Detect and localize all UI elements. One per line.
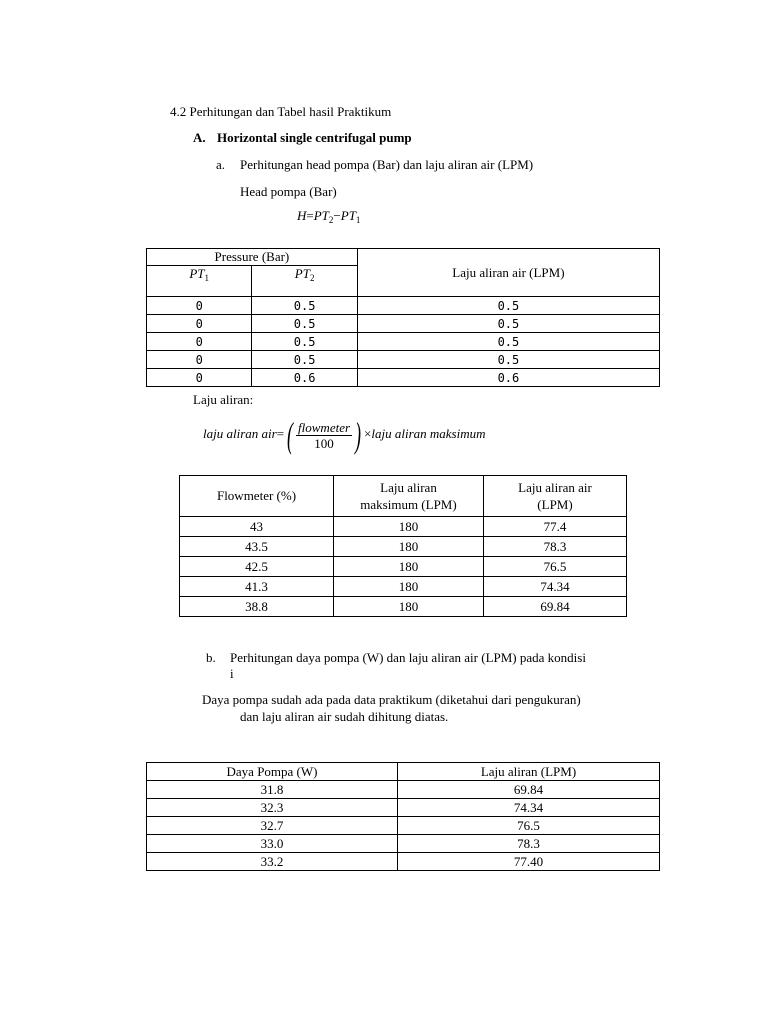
item-b-line2: i [230, 666, 234, 681]
water-flow-cell: 78.3 [484, 537, 627, 557]
flow-header: Laju aliran air (LPM) [357, 249, 659, 297]
flow-rate-cell: 69.84 [398, 781, 660, 799]
item-b-line1: Perhitungan daya pompa (W) dan laju aliran air (LPM) pada kondisi [230, 650, 586, 665]
flow-cell: 0.5 [357, 333, 659, 351]
water-flow-cell: 69.84 [484, 597, 627, 617]
formula-minus: − [333, 208, 341, 223]
flow-rate-header: Laju aliran (LPM) [398, 763, 660, 781]
table-row [147, 297, 660, 315]
formula-term1: PT [313, 208, 329, 223]
flow-cell: 0.5 [357, 315, 659, 333]
pressure-flow-table [146, 248, 660, 387]
table-row [147, 315, 660, 333]
pt2-header: $PT_2$ [252, 266, 357, 297]
flowmeter-cell: 43.5 [180, 537, 334, 557]
pressure-header: Pressure (Bar) [147, 249, 358, 266]
flowmeter-header: Flowmeter (%) [180, 476, 334, 517]
subsection-a-marker: A. [193, 130, 206, 145]
laju-formula-rhs: laju aliran maksimum [371, 426, 486, 441]
pt1-cell: 0 [147, 315, 252, 333]
table-row [147, 853, 660, 871]
head-label: Head pompa (Bar) [240, 184, 337, 199]
laju-fraction [296, 420, 352, 451]
water-flow-cell: 74.34 [484, 577, 627, 597]
pt2-cell: 0.5 [252, 315, 357, 333]
flowmeter-cell: 42.5 [180, 557, 334, 577]
head-formula [297, 208, 360, 228]
laju-formula-lhs: laju aliran air [203, 426, 277, 441]
table-row [147, 781, 660, 799]
table-row [180, 577, 627, 597]
paragraph-line1: Daya pompa sudah ada pada data praktikum (diketahui dari pengukuran) [202, 692, 581, 707]
flowmeter-cell: 38.8 [180, 597, 334, 617]
formula-term2-sub: 1 [355, 215, 361, 225]
flowmeter-cell: 41.3 [180, 577, 334, 597]
table-row [147, 351, 660, 369]
water-flow-header: Laju aliran air (LPM) [484, 476, 627, 517]
fraction-numerator: flowmeter [298, 419, 351, 435]
pt2-cell: 0.5 [252, 333, 357, 351]
pt2-cell: 0.5 [252, 297, 357, 315]
power-header: Daya Pompa (W) [147, 763, 398, 781]
laju-label: Laju aliran: [193, 392, 254, 407]
formula-lhs: H [297, 208, 307, 223]
times-sign: × [364, 426, 372, 441]
left-paren: ( [287, 415, 294, 456]
power-cell: 33.0 [147, 835, 398, 853]
table-row [180, 557, 627, 577]
max-flow-header: Laju aliran maksimum (LPM) [334, 476, 484, 517]
right-paren: ) [355, 415, 362, 456]
flow-cell: 0.5 [357, 351, 659, 369]
table-row [180, 537, 627, 557]
max-flow-cell: 180 [334, 577, 484, 597]
pt1-cell: 0 [147, 333, 252, 351]
flow-cell: 0.6 [357, 369, 659, 387]
pt1-cell: 0 [147, 351, 252, 369]
max-flow-cell: 180 [334, 517, 484, 537]
power-cell: 31.8 [147, 781, 398, 799]
paragraph-line2: dan laju aliran air sudah dihitung diatas. [240, 709, 449, 724]
flowmeter-cell: 43 [180, 517, 334, 537]
formula-eq: = [306, 208, 314, 223]
flow-rate-cell: 74.34 [398, 799, 660, 817]
table-row [147, 817, 660, 835]
item-a-text: Perhitungan head pompa (Bar) dan laju aliran air (LPM) [240, 157, 534, 172]
flow-rate-cell: 78.3 [398, 835, 660, 853]
max-flow-cell: 180 [334, 557, 484, 577]
table-row [180, 517, 627, 537]
water-flow-cell: 76.5 [484, 557, 627, 577]
item-b-marker: b. [206, 650, 216, 665]
section-heading: 4.2 Perhitungan dan Tabel hasil Praktikum [170, 104, 392, 119]
max-flow-cell: 180 [334, 597, 484, 617]
max-flow-cell: 180 [334, 537, 484, 557]
item-a-marker: a. [216, 157, 226, 172]
formula-term2: PT [340, 208, 356, 223]
formula-term1-sub: 2 [328, 215, 334, 225]
table-row [147, 799, 660, 817]
table-row [180, 597, 627, 617]
flow-rate-cell: 77.40 [398, 853, 660, 871]
power-cell: 33.2 [147, 853, 398, 871]
flowmeter-table [179, 475, 627, 617]
power-flow-table [146, 762, 660, 871]
pt2-cell: 0.5 [252, 351, 357, 369]
power-cell: 32.7 [147, 817, 398, 835]
laju-formula [203, 414, 486, 454]
flow-rate-cell: 76.5 [398, 817, 660, 835]
table-row [147, 369, 660, 387]
subsection-a-title: Horizontal single centrifugal pump [217, 130, 412, 145]
pt2-cell: 0.6 [252, 369, 357, 387]
pt1-cell: 0 [147, 297, 252, 315]
table-row [147, 333, 660, 351]
power-cell: 32.3 [147, 799, 398, 817]
pt1-cell: 0 [147, 369, 252, 387]
flow-cell: 0.5 [357, 297, 659, 315]
laju-formula-eq: = [276, 426, 285, 441]
water-flow-cell: 77.4 [484, 517, 627, 537]
table-row [147, 835, 660, 853]
fraction-denominator: 100 [314, 435, 334, 451]
pt1-header: $PT_1$ [147, 266, 252, 297]
